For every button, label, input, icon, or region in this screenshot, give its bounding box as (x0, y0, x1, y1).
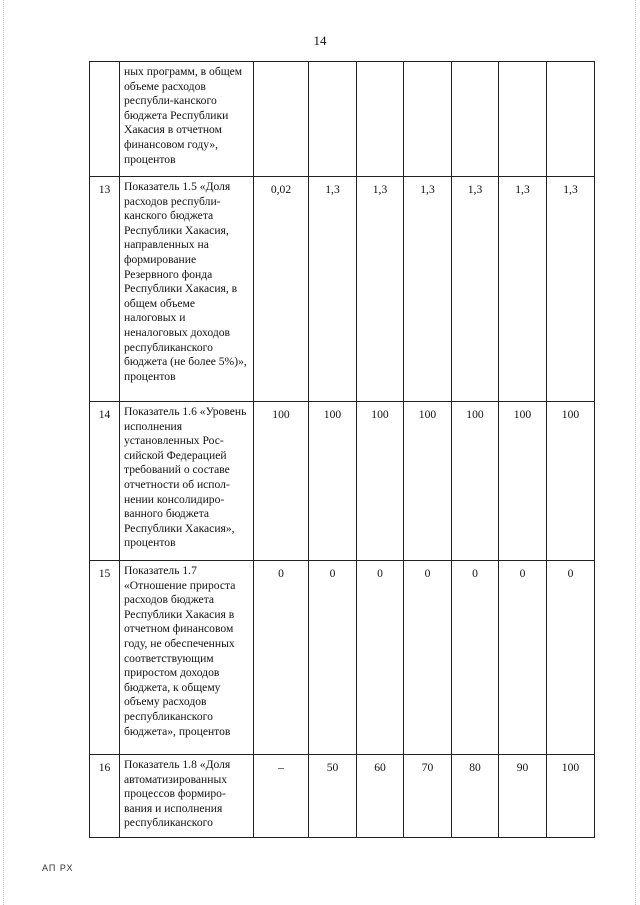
indicator-text: Показатель 1.5 «Доля расходов республи-канского бюджета Республики Хакасия, направленных на формирование Резервного фонда Республики Хакасия, в общем объеме налоговых и неналоговых доходов республиканского бюджета (не более 5%)», процентов (120, 177, 254, 402)
value-cell: 100 (357, 402, 404, 561)
indicator-text: Показатель 1.8 «Доля автоматизированных процессов формиро-вания и исполнения республиканского (120, 755, 254, 838)
value-cell: 0 (499, 561, 547, 755)
indicator-text: ных программ, в общем объеме расходов республи-канского бюджета Республики Хакасия в отчетном финансовом году», процентов (120, 62, 254, 177)
value-cell: 0 (254, 561, 309, 755)
value-cell: 0,02 (254, 177, 309, 402)
table-row (90, 755, 595, 838)
indicator-text: Показатель 1.6 «Уровень исполнения установленных Рос-сийской Федерацией требований о составе отчетности об испол-нении консолидиро-ванного бюджета Республики Хакасия», процентов (120, 402, 254, 561)
value-cell: 100 (499, 402, 547, 561)
row-number: 16 (90, 755, 120, 838)
row-number: 13 (90, 177, 120, 402)
value-cell: 1,3 (357, 177, 404, 402)
value-cell: 1,3 (452, 177, 499, 402)
value-cell (254, 62, 309, 177)
value-cell: 1,3 (404, 177, 452, 402)
value-cell: 0 (404, 561, 452, 755)
indicators-table (89, 61, 595, 838)
value-cell: 0 (357, 561, 404, 755)
page-number: 14 (313, 33, 327, 48)
value-cell (404, 62, 452, 177)
footer-stamp: АП РХ (42, 863, 74, 873)
value-cell: 80 (452, 755, 499, 838)
value-cell: 100 (309, 402, 357, 561)
row-number: 15 (90, 561, 120, 755)
indicator-text: Показатель 1.7 «Отношение прироста расходов бюджета Республики Хакасия в отчетном финансовом году, не обеспеченных соответствующим приростом доходов бюджета, к общему объему расходов республиканского бюджета», процентов (120, 561, 254, 755)
scan-margin-right (635, 0, 637, 905)
value-cell: 1,3 (547, 177, 595, 402)
table-row (90, 177, 595, 402)
value-cell: 1,3 (309, 177, 357, 402)
value-cell: 0 (452, 561, 499, 755)
value-cell (309, 62, 357, 177)
row-number (90, 62, 120, 177)
value-cell: 100 (547, 755, 595, 838)
table-row (90, 62, 595, 177)
value-cell (499, 62, 547, 177)
value-cell (357, 62, 404, 177)
value-cell: 70 (404, 755, 452, 838)
value-cell (452, 62, 499, 177)
value-cell (547, 62, 595, 177)
value-cell: 100 (547, 402, 595, 561)
value-cell: 50 (309, 755, 357, 838)
value-cell: 100 (254, 402, 309, 561)
table-row (90, 561, 595, 755)
value-cell: 90 (499, 755, 547, 838)
value-cell: 100 (452, 402, 499, 561)
table-row (90, 402, 595, 561)
row-number: 14 (90, 402, 120, 561)
value-cell: 1,3 (499, 177, 547, 402)
scan-margin-left (3, 0, 5, 905)
value-cell: 100 (404, 402, 452, 561)
value-cell: 0 (309, 561, 357, 755)
value-cell: – (254, 755, 309, 838)
value-cell: 60 (357, 755, 404, 838)
value-cell: 0 (547, 561, 595, 755)
